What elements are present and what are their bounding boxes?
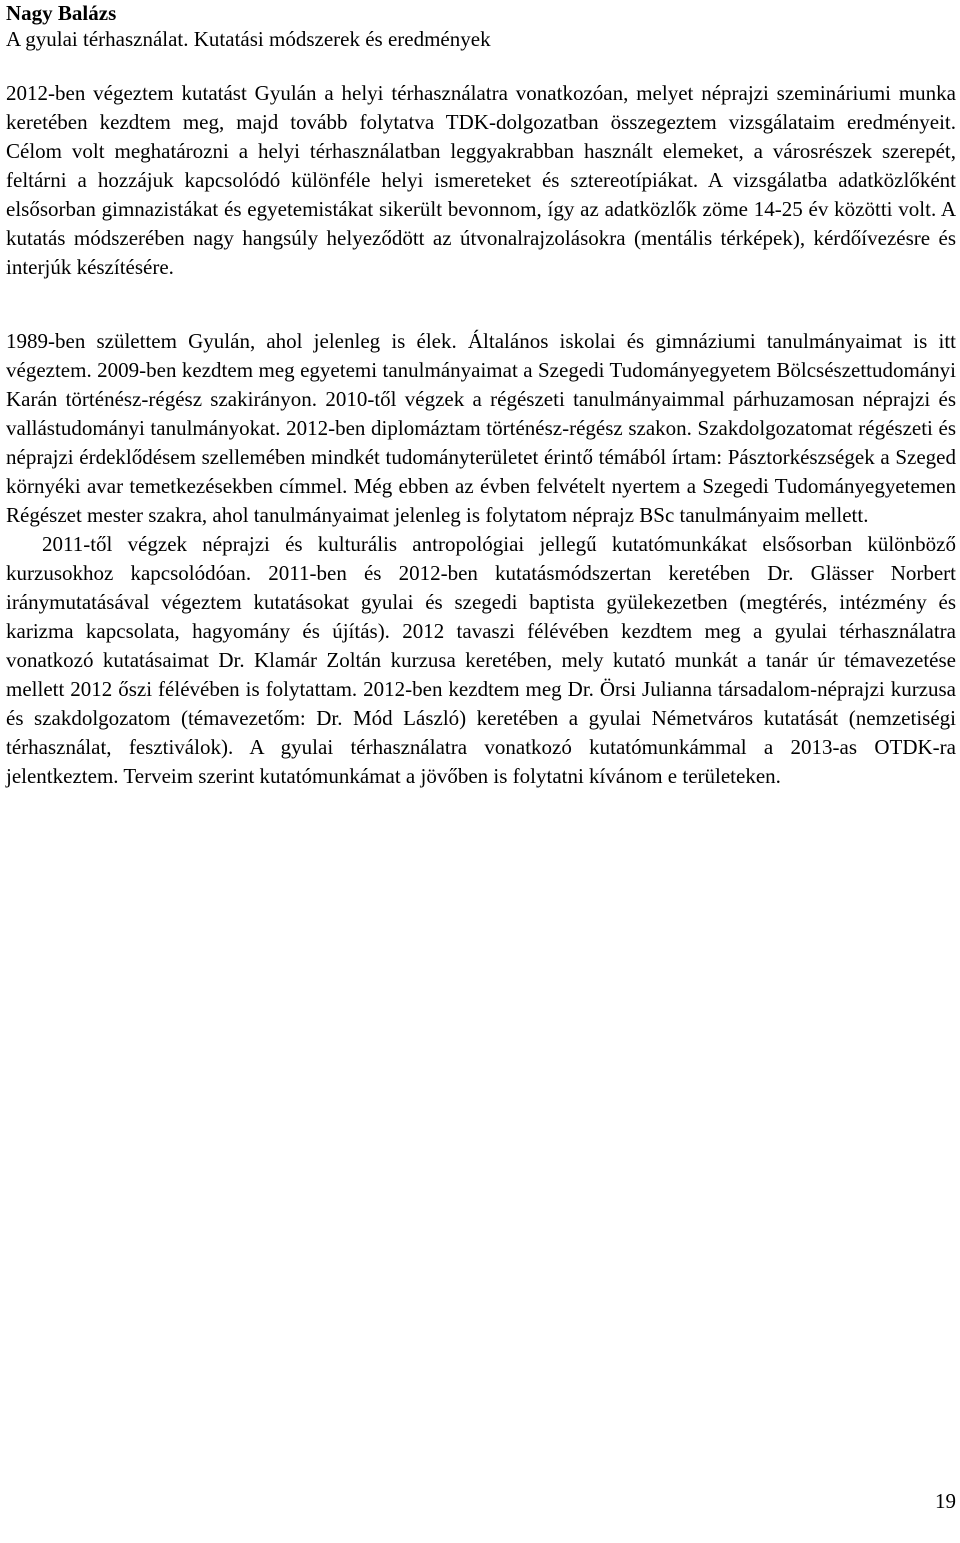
paragraph-spacer: [6, 282, 956, 327]
document-title: A gyulai térhasználat. Kutatási módszerek és eredmények: [6, 27, 491, 51]
paragraph-biography: 1989-ben születtem Gyulán, ahol jelenleg is élek. Általános iskolai és gimnáziumi tanulmányaimat is itt végeztem. 2009-ben kezdtem meg egyetemi tanulmányaimat a Szegedi Tudományegyetem Bölcsészettudományi Karán történész-régész szakirányon. 2010-től végzek a régészeti tanulmányaimmal párhuzamosan néprajzi és vallástudományi tanulmányokat. 2012-ben diplomáztam történész-régész szakon. Szakdolgozatomat régészeti és néprajzi érdeklődésem szellemében mindkét tudományterületet érintő témából írtam: Pásztorkészségek a Szeged környéki avar temetkezésekben címmel. Még ebben az évben felvételt nyertem a Szegedi Tudományegyetemen Régészet mester szakra, ahol tanulmányaimat jelenleg is folytatom néprajz BSc tanulmányaim mellett.: [6, 329, 956, 527]
author-name: Nagy Balázs: [6, 1, 117, 25]
paragraph-research-activity: 2011-től végzek néprajzi és kulturális antropológiai jellegű kutatómunkákat elsősorban különböző kurzusokhoz kapcsolódóan. 2011-ben és 2012-ben kutatásmódszertan keretében Dr. Glässer Norbert iránymutatásával végeztem kutatásokat gyulai és szegedi baptista gyülekezetben (megtérés, intézmény és karizma kapcsolata, hagyomány és újítás). 2012 tavaszi félévében kezdtem meg a gyulai térhasználatra vonatkozó kutatásaimat Dr. Klamár Zoltán kurzusa keretében, mely kutató munkát a tanár úr témavezetése mellett 2012 őszi félévében is folytattam. 2012-ben kezdtem meg Dr. Örsi Julianna társadalom-néprajzi kurzusa és szakdolgozatom (témavezetőm: Dr. Mód László) keretében a gyulai Németváros kutatását (nemzetiségi térhasználat, fesztiválok). A gyulai térhasználatra vonatkozó kutatómunkámmal a 2013-as OTDK-ra jelentkeztem. Terveim szerint kutatómunkámat a jövőben is folytatni kívánom e területeken.: [6, 532, 956, 788]
page-number: 19: [935, 1489, 956, 1513]
document-page: [6, 0, 956, 791]
paragraph-research-summary: 2012-ben végeztem kutatást Gyulán a helyi térhasználatra vonatkozóan, melyet néprajzi szemináriumi munka keretében kezdtem meg, majd tovább folytatva TDK-dolgozatban összegeztem vizsgálataim eredményeit. Célom volt meghatározni a helyi térhasználatban leggyakrabban használt elemeket, a városrészek szerepét, feltárni a hozzájuk kapcsolódó különféle helyi ismereteket és sztereotípiákat. A vizsgálatba adatközlőként elsősorban gimnazistákat és egyetemistákat sikerült bevonnom, így az adatközlők zöme 14-25 év közötti volt. A kutatás módszerében nagy hangsúly helyeződött az útvonalrajzolásokra (mentális térképek), kérdőívezésre és interjúk készítésére.: [6, 81, 956, 279]
